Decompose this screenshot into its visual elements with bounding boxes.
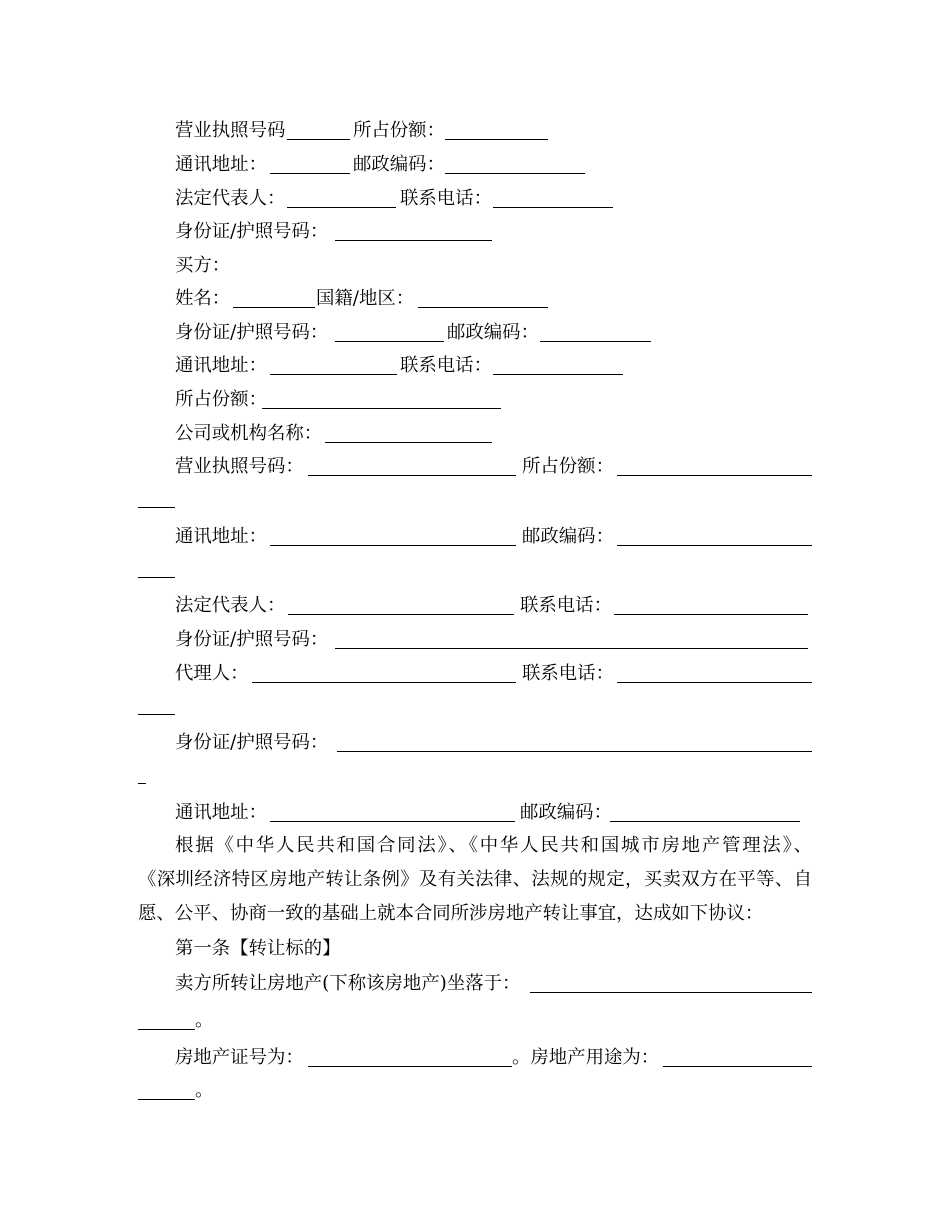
buyer-id-blank <box>335 321 444 342</box>
buyer-entity-postcode-blank-continued <box>138 557 175 578</box>
agent-address-label: 通讯地址： <box>175 802 267 823</box>
buyer-postcode-blank <box>540 321 651 342</box>
seller-postcode-blank <box>445 153 585 174</box>
buyer-legal-rep-label: 法定代表人： <box>175 595 286 616</box>
property-usage-blank <box>663 1046 812 1067</box>
buyer-company-label: 公司或机构名称： <box>175 423 323 444</box>
seller-phone-blank <box>493 187 613 208</box>
buyer-share-blank <box>262 388 501 409</box>
buyer-name-label: 姓名： <box>175 288 231 309</box>
buyer-entity-id-blank <box>335 628 808 649</box>
article-1-title: 第一条【转让标的】 <box>175 938 341 959</box>
agent-postcode-label: 邮政编码： <box>520 802 612 823</box>
seller-license-no-blank <box>287 119 350 140</box>
property-cert-no-blank <box>308 1046 512 1067</box>
seller-share-label: 所占份额： <box>353 120 445 141</box>
buyer-license-no-label: 营业执照号码： <box>175 456 304 477</box>
property-cert-no-label: 房地产证号为： <box>175 1047 304 1068</box>
property-location-label: 卖方所转让房地产(下称该房地产)坐落于： <box>175 973 521 994</box>
preamble-line-2: 《深圳经济特区房地产转让条例》及有关法律、法规的规定，买卖双方在平等、自 <box>138 869 812 890</box>
buyer-license-no-blank <box>308 455 516 476</box>
seller-address-blank <box>270 153 350 174</box>
seller-phone-label: 联系电话： <box>400 188 492 209</box>
buyer-entity-share-blank-continued <box>138 487 175 508</box>
agent-phone-blank-continued <box>138 694 175 715</box>
buyer-entity-phone-label: 联系电话： <box>520 595 612 616</box>
buyer-phone-blank <box>493 354 623 375</box>
buyer-entity-share-label: 所占份额： <box>522 456 614 477</box>
seller-legal-rep-blank <box>287 187 396 208</box>
buyer-address-label: 通讯地址： <box>175 355 267 376</box>
seller-postcode-label: 邮政编码： <box>353 154 445 175</box>
buyer-nationality-label: 国籍/地区： <box>316 288 415 309</box>
buyer-phone-label: 联系电话： <box>400 355 492 376</box>
seller-address-label: 通讯地址： <box>175 154 267 175</box>
buyer-nationality-blank <box>418 287 548 308</box>
buyer-entity-address-label: 通讯地址： <box>175 526 267 547</box>
preamble-line-1: 根据《中华人民共和国合同法》、《中华人民共和国城市房地产管理法》、 <box>175 835 812 856</box>
buyer-postcode-label: 邮政编码： <box>447 322 539 343</box>
buyer-address-blank <box>270 354 397 375</box>
buyer-heading: 买方： <box>175 255 231 276</box>
agent-phone-blank <box>617 662 812 683</box>
seller-share-blank <box>445 119 548 140</box>
property-usage-blank-continued <box>138 1079 195 1100</box>
buyer-share-label: 所占份额： <box>175 389 267 410</box>
buyer-id-label: 身份证/护照号码： <box>175 322 329 343</box>
agent-id-label: 身份证/护照号码： <box>175 732 329 753</box>
buyer-legal-rep-blank <box>288 594 514 615</box>
property-location-end: 。 <box>195 1010 214 1031</box>
preamble-line-3: 愿、公平、协商一致的基础上就本合同所涉房地产转让事宜，达成如下协议： <box>138 903 764 924</box>
seller-license-no-label: 营业执照号码 <box>175 120 286 141</box>
buyer-entity-phone-blank <box>614 594 808 615</box>
agent-blank <box>252 662 516 683</box>
property-usage-end: 。 <box>195 1080 214 1101</box>
seller-id-blank <box>335 220 492 241</box>
buyer-entity-address-blank <box>270 525 516 546</box>
property-location-blank <box>530 972 812 993</box>
buyer-company-blank <box>325 422 492 443</box>
agent-id-blank-continued <box>138 763 146 784</box>
agent-postcode-blank <box>610 801 800 822</box>
buyer-entity-postcode-blank <box>617 525 812 546</box>
property-location-blank-continued <box>138 1009 195 1030</box>
seller-id-label: 身份证/护照号码： <box>175 221 329 242</box>
seller-legal-rep-label: 法定代表人： <box>175 188 286 209</box>
agent-address-blank <box>270 801 515 822</box>
property-usage-label: 。房地产用途为： <box>512 1047 660 1068</box>
agent-label: 代理人： <box>175 663 249 684</box>
agent-phone-label: 联系电话： <box>522 663 614 684</box>
buyer-entity-postcode-label: 邮政编码： <box>522 526 614 547</box>
agent-id-blank <box>337 731 812 752</box>
buyer-name-blank <box>233 287 315 308</box>
buyer-entity-share-blank <box>617 455 812 476</box>
buyer-entity-id-label: 身份证/护照号码： <box>175 629 329 650</box>
